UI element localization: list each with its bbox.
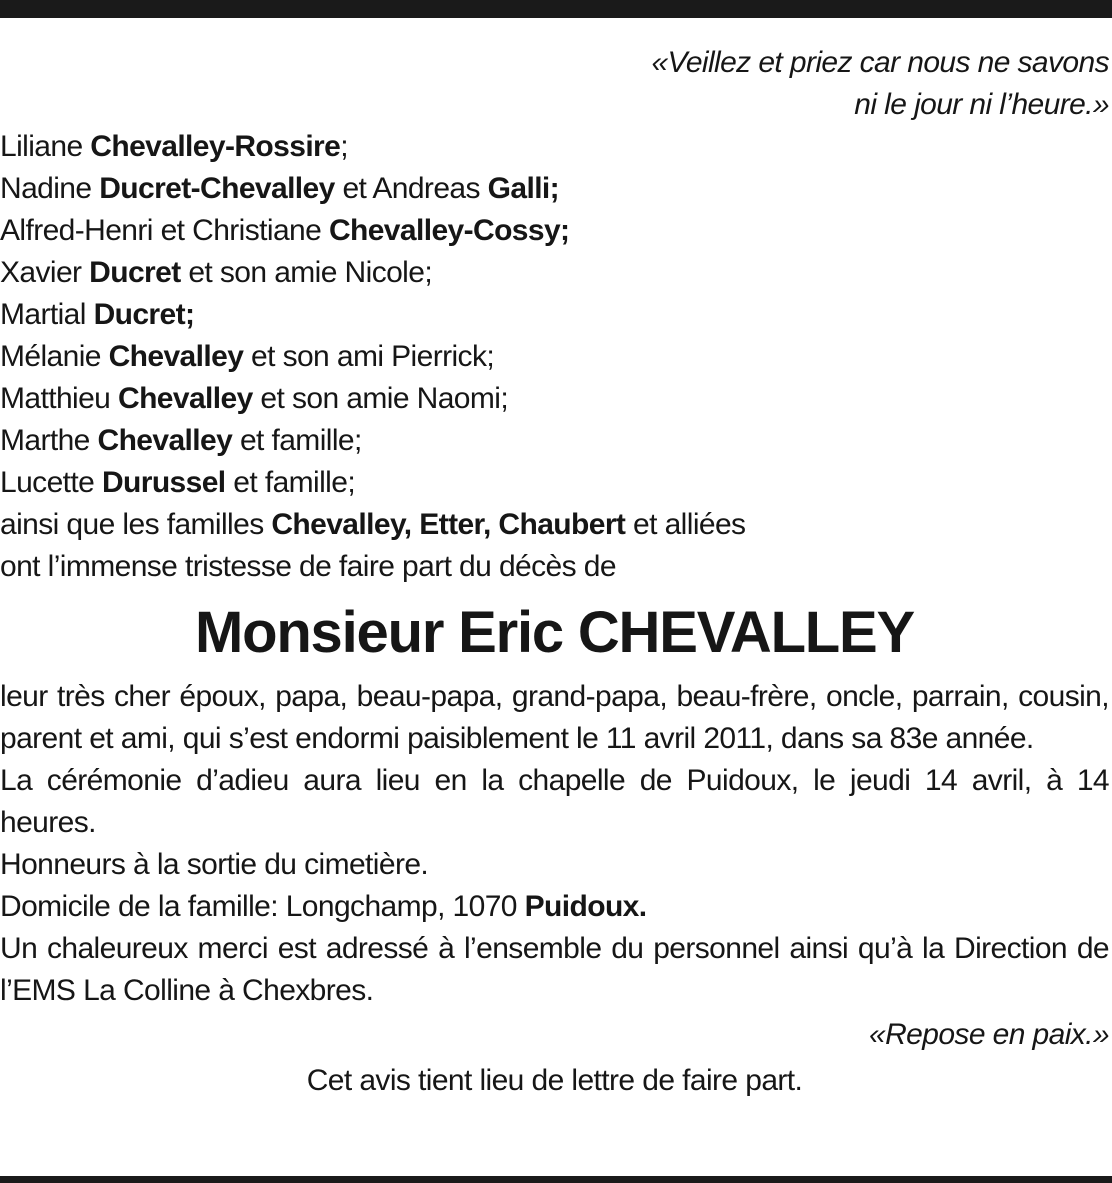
mourner-line [0, 378, 1109, 420]
mourner-given-name: Liliane [0, 130, 91, 163]
mourner-line [0, 504, 1109, 546]
mourner-given-name: Martial [0, 298, 94, 331]
mourner-family-name: Chevalley [108, 340, 244, 373]
mourner-given-name: Matthieu [0, 382, 118, 415]
mourner-line [0, 294, 1109, 336]
mourner-family-name: Chevalley [118, 382, 253, 415]
honours-paragraph: Honneurs à la sortie du cimetière. [0, 848, 429, 881]
mourner-given-name: ainsi que les familles [0, 508, 272, 541]
mourner-given-name: Lucette [0, 466, 102, 499]
deceased-name: Monsieur Eric CHEVALLEY [194, 600, 914, 665]
mourner-suffix: et famille; [225, 466, 356, 499]
mourner-line [0, 420, 1109, 462]
mourner-family-name: Ducret-Chevalley [99, 172, 335, 205]
footer-note: Cet avis tient lieu de lettre de faire part. [306, 1064, 803, 1097]
announcement-line: ont l’immense tristesse de faire part du décès de [0, 550, 616, 583]
mourner-given-name: Nadine [0, 172, 100, 205]
mourner-given-name: Mélanie [0, 340, 109, 373]
description-paragraph: leur très cher époux, papa, beau-papa, grand-papa, beau-frère, oncle, parrain, cousin, parent et ami, qui s’est endormi paisiblement le 11 avril 2011, dans sa 83e année. [0, 680, 1109, 755]
mourner-line [0, 168, 1109, 210]
mourner-suffix: et alliées [625, 508, 746, 541]
epigraph-line-2: ni le jour ni l’heure.» [854, 88, 1109, 121]
mourner-line [0, 126, 1109, 168]
domicile-town: Puidoux. [524, 890, 647, 923]
mourner-given-name: Alfred-Henri et Christiane [0, 214, 329, 247]
mourner-line [0, 336, 1109, 378]
mourner-family-name: Galli; [487, 172, 560, 205]
domicile-paragraph [0, 886, 1109, 928]
mourner-suffix: et son amie Nicole; [180, 256, 433, 289]
mourner-suffix: et son amie Naomi; [252, 382, 509, 415]
mourners-list [0, 126, 1109, 588]
closing-quote: «Repose en paix.» [869, 1018, 1109, 1051]
mourner-suffix: et Andreas [334, 172, 488, 205]
notice-body [0, 42, 1109, 1102]
top-rule [0, 0, 1112, 18]
domicile-text: Domicile de la famille: Longchamp, 1070 [0, 890, 525, 923]
epigraph-line-1: «Veillez et priez car nous ne savons [651, 46, 1109, 79]
mourner-family-name: Chevalley, Etter, Chaubert [271, 508, 626, 541]
thanks-paragraph: Un chaleureux merci est adressé à l’ensemble du personnel ainsi qu’à la Direction de l’EMS La Colline à Chexbres. [0, 932, 1109, 1007]
mourner-line [0, 462, 1109, 504]
mourner-family-name: Ducret; [93, 298, 195, 331]
mourner-given-name: Marthe [0, 424, 98, 457]
mourner-suffix: et son ami Pierrick; [243, 340, 495, 373]
mourner-family-name: Durussel [101, 466, 226, 499]
mourner-given-name: Xavier [0, 256, 90, 289]
ceremony-paragraph: La cérémonie d’adieu aura lieu en la chapelle de Puidoux, le jeudi 14 avril, à 14 heures. [0, 764, 1109, 839]
mourner-family-name: Chevalley-Rossire [90, 130, 341, 163]
mourner-line [0, 252, 1109, 294]
mourner-suffix: ; [340, 130, 348, 163]
mourner-suffix: et famille; [232, 424, 362, 457]
bottom-rule [0, 1176, 1112, 1183]
mourner-family-name: Ducret [89, 256, 181, 289]
mourner-family-name: Chevalley-Cossy; [328, 214, 570, 247]
epigraph [0, 42, 1109, 126]
mourner-family-name: Chevalley [97, 424, 233, 457]
mourner-line [0, 210, 1109, 252]
